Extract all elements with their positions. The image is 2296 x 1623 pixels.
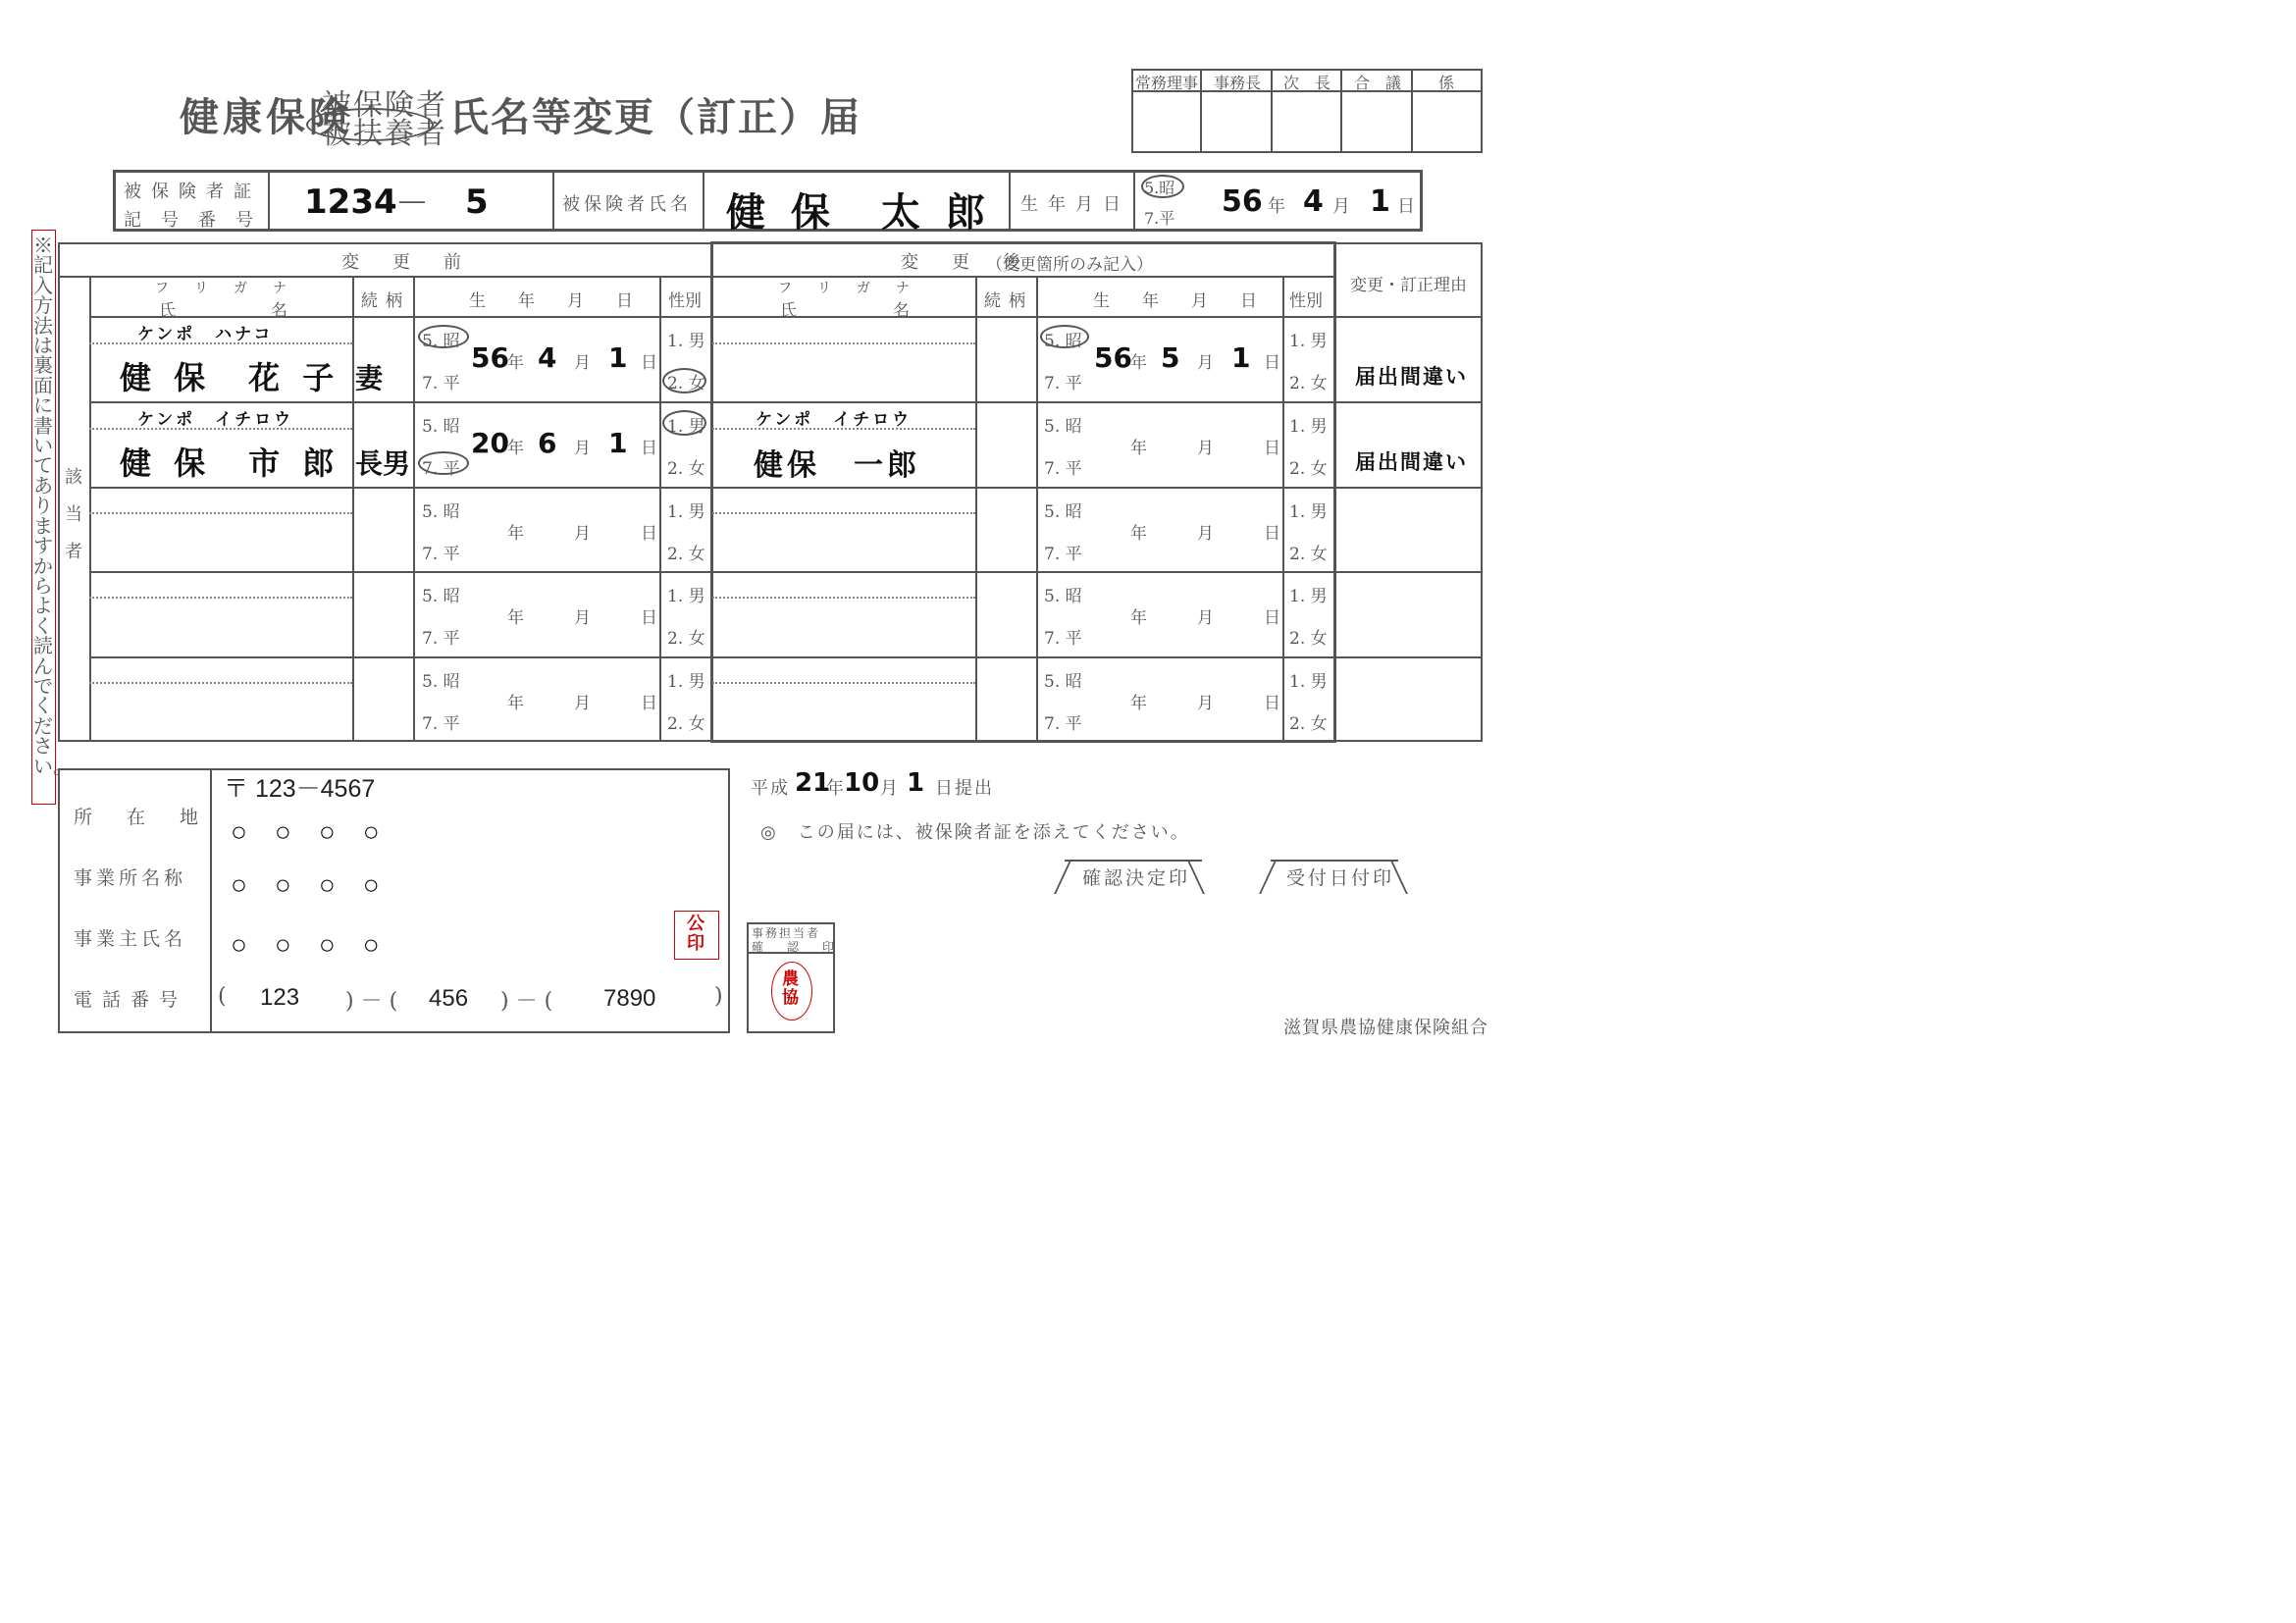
after-y: 年: [1130, 694, 1147, 713]
before-year: 56: [471, 341, 509, 374]
change-reason: 届出間違い: [1355, 449, 1468, 474]
approval-manager: 事務長: [1214, 74, 1262, 92]
before-month: 4: [538, 341, 557, 374]
after-relation-header: 続柄: [984, 291, 1033, 311]
before-d: 日: [641, 439, 657, 458]
stamp-confirmation-frame: [1065, 860, 1202, 893]
title-suffix: 氏名等変更（訂正）届: [449, 94, 861, 140]
after-sex-male: 1. 男: [1289, 332, 1328, 351]
after-era-heisei: 7. 平: [1044, 629, 1082, 649]
after-era-showa: 5. 昭: [1044, 502, 1082, 522]
after-sex-male: 1. 男: [1289, 587, 1328, 606]
before-furigana-header: フ リ ガ ナ: [155, 281, 292, 296]
after-m: 月: [1197, 439, 1214, 458]
before-relation: 長男: [355, 447, 411, 480]
submit-day: 1: [907, 768, 925, 798]
before-relation: 妻: [355, 362, 384, 394]
before-era-heisei: 7. 平: [422, 374, 460, 393]
insured-dob-month: 4: [1303, 184, 1324, 219]
after-d: 日: [1264, 694, 1280, 713]
before-era-heisei: 7. 平: [422, 459, 460, 479]
after-sex-female: 2. 女: [1289, 629, 1328, 649]
after-era-heisei: 7. 平: [1044, 459, 1082, 479]
insured-dob-year: 56: [1222, 184, 1263, 219]
before-m: 月: [574, 694, 591, 713]
before-sex-male: 1. 男: [667, 332, 705, 351]
before-dob-header: 生 年 月 日: [469, 291, 641, 311]
change-reason: 届出間違い: [1355, 364, 1468, 389]
after-sex-header: 性別: [1289, 291, 1323, 311]
before-era-heisei: 7. 平: [422, 629, 460, 649]
after-month: 5: [1161, 341, 1180, 374]
before-d: 日: [641, 694, 657, 713]
selection-circle: [662, 368, 706, 393]
before-sex-female: 2. 女: [667, 629, 705, 649]
after-era-showa: 5. 昭: [1044, 587, 1082, 606]
after-header-note: （変更箇所のみ記入）: [986, 255, 1153, 275]
before-sex-female: 2. 女: [667, 545, 705, 564]
before-relation-header: 続柄: [361, 291, 410, 311]
before-era-showa: 5. 昭: [422, 417, 460, 437]
after-sex-male: 1. 男: [1289, 502, 1328, 522]
after-name: 健保 一郎: [754, 448, 920, 483]
before-era-showa: 5. 昭: [422, 502, 460, 522]
before-y: 年: [507, 524, 524, 544]
before-era-heisei: 7. 平: [422, 714, 460, 734]
after-m: 月: [1197, 524, 1214, 544]
submit-year: 21: [795, 768, 831, 798]
after-era-showa: 5. 昭: [1044, 332, 1082, 351]
title-option-dependent: 被扶養者: [322, 117, 447, 151]
before-d: 日: [641, 608, 657, 628]
approval-council: 合 議: [1354, 74, 1402, 92]
before-name: 健 保 花 子: [120, 359, 340, 396]
before-sex-male: 1. 男: [667, 502, 705, 522]
before-era-heisei: 7. 平: [422, 545, 460, 564]
before-year: 20: [471, 427, 509, 459]
before-day: 1: [608, 427, 628, 459]
office-postal: 〒 123－4567: [224, 775, 376, 803]
card-label-1: 被保険者証: [124, 182, 261, 202]
after-y: 年: [1130, 353, 1147, 373]
official-seal: 公印: [687, 914, 704, 954]
after-d: 日: [1264, 439, 1280, 458]
submit-month: 10: [844, 768, 880, 798]
after-year: 56: [1094, 341, 1132, 374]
after-y: 年: [1130, 608, 1147, 628]
after-y: 年: [1130, 439, 1147, 458]
before-month: 6: [538, 427, 557, 459]
office-name-label: 事業所名称: [74, 867, 187, 889]
after-sex-female: 2. 女: [1289, 459, 1328, 479]
before-era-showa: 5. 昭: [422, 587, 460, 606]
after-sex-female: 2. 女: [1289, 374, 1328, 393]
selection-circle: [1040, 325, 1089, 348]
card-label-2: 記号番号: [124, 210, 273, 231]
insured-era-heisei: 7.平: [1144, 209, 1175, 228]
insured-era-showa: 5.昭: [1144, 179, 1175, 197]
insured-dob-label: 生年月日: [1020, 194, 1130, 215]
subject-label: 該当者: [65, 467, 82, 562]
office-phone-label: 電話番号: [74, 989, 188, 1011]
before-header: 変 更 前: [341, 252, 469, 273]
after-kana: ケンポ イチロウ: [756, 410, 913, 430]
after-m: 月: [1197, 694, 1214, 713]
before-kana: ケンポ ハナコ: [137, 325, 274, 344]
office-address-value: ○ ○ ○ ○: [231, 816, 380, 847]
office-phone-1: 123: [260, 984, 300, 1011]
after-era-heisei: 7. 平: [1044, 545, 1082, 564]
side-instruction: ※記入方法は裏面に書いてありますからよく読んでください。: [33, 234, 73, 778]
after-m: 月: [1197, 608, 1214, 628]
before-sex-female: 2. 女: [667, 714, 705, 734]
approval-deputy: 次 長: [1283, 74, 1331, 92]
title-option-insured: 被保険者: [322, 88, 447, 123]
after-sex-male: 1. 男: [1289, 672, 1328, 692]
before-sex-header: 性別: [668, 291, 702, 311]
before-d: 日: [641, 524, 657, 544]
staff-label-2: 確 認 印: [752, 940, 841, 954]
before-y: 年: [507, 694, 524, 713]
before-d: 日: [641, 353, 657, 373]
office-phone-3: 7890: [603, 985, 656, 1012]
after-era-showa: 5. 昭: [1044, 672, 1082, 692]
after-sex-female: 2. 女: [1289, 545, 1328, 564]
before-era-showa: 5. 昭: [422, 672, 460, 692]
before-y: 年: [507, 439, 524, 458]
after-header: 変 更 後: [901, 252, 1028, 273]
submit-era: 平成: [751, 778, 790, 799]
after-d: 日: [1264, 608, 1280, 628]
selection-circle: [662, 410, 706, 436]
before-m: 月: [574, 353, 591, 373]
office-owner-label: 事業主氏名: [74, 928, 187, 950]
insured-symbol: 1234: [304, 183, 397, 222]
after-dob-header: 生 年 月 日: [1093, 291, 1265, 311]
before-y: 年: [507, 608, 524, 628]
issuer-name: 滋賀県農協健康保険組合: [1283, 1018, 1488, 1038]
approval-executive: 常務理事: [1135, 74, 1199, 92]
before-m: 月: [574, 608, 591, 628]
stamp-confirmation-label: 確認決定印: [1082, 867, 1191, 889]
stamp-receipt-frame: [1271, 860, 1398, 893]
approval-staff: 係: [1438, 74, 1455, 92]
insured-dob-day: 1: [1370, 184, 1390, 219]
before-y: 年: [507, 353, 524, 373]
reason-header: 変更・訂正理由: [1350, 276, 1467, 295]
after-furigana-header: フ リ ガ ナ: [778, 281, 915, 296]
after-era-showa: 5. 昭: [1044, 417, 1082, 437]
selection-circle: [418, 325, 469, 348]
after-era-heisei: 7. 平: [1044, 714, 1082, 734]
submission-note: ◎ この届には、被保険者証を添えてください。: [760, 822, 1190, 843]
staff-label-1: 事務担当者: [752, 926, 821, 940]
before-kana: ケンポ イチロウ: [137, 410, 294, 430]
insured-name: 健 保 太 郎: [726, 190, 991, 236]
before-sex-female: 2. 女: [667, 459, 705, 479]
after-sex-male: 1. 男: [1289, 417, 1328, 437]
stamp-receipt-label: 受付日付印: [1286, 867, 1395, 889]
before-name: 健 保 市 郎: [120, 445, 340, 482]
office-address-label: 所 在 地: [74, 807, 207, 828]
before-sex-male: 1. 男: [667, 417, 705, 437]
before-era-showa: 5. 昭: [422, 332, 460, 351]
after-sex-female: 2. 女: [1289, 714, 1328, 734]
submit-suffix: 日提出: [935, 778, 994, 799]
selection-circle: [418, 451, 469, 475]
before-m: 月: [574, 524, 591, 544]
office-name-value: ○ ○ ○ ○: [231, 869, 380, 900]
before-m: 月: [574, 439, 591, 458]
insured-name-label: 被保険者氏名: [562, 194, 692, 215]
insured-number: 5: [465, 183, 489, 222]
before-sex-male: 1. 男: [667, 587, 705, 606]
before-sex-female: 2. 女: [667, 374, 705, 393]
after-era-heisei: 7. 平: [1044, 374, 1082, 393]
insured-dash: ―: [399, 186, 425, 216]
before-day: 1: [608, 341, 628, 374]
title-prefix: 健康保険: [180, 94, 352, 140]
after-day: 1: [1231, 341, 1251, 374]
office-phone-2: 456: [429, 985, 469, 1012]
after-y: 年: [1130, 524, 1147, 544]
before-sex-male: 1. 男: [667, 672, 705, 692]
after-d: 日: [1264, 353, 1280, 373]
after-d: 日: [1264, 524, 1280, 544]
office-owner-value: ○ ○ ○ ○: [231, 929, 380, 960]
after-m: 月: [1197, 353, 1214, 373]
